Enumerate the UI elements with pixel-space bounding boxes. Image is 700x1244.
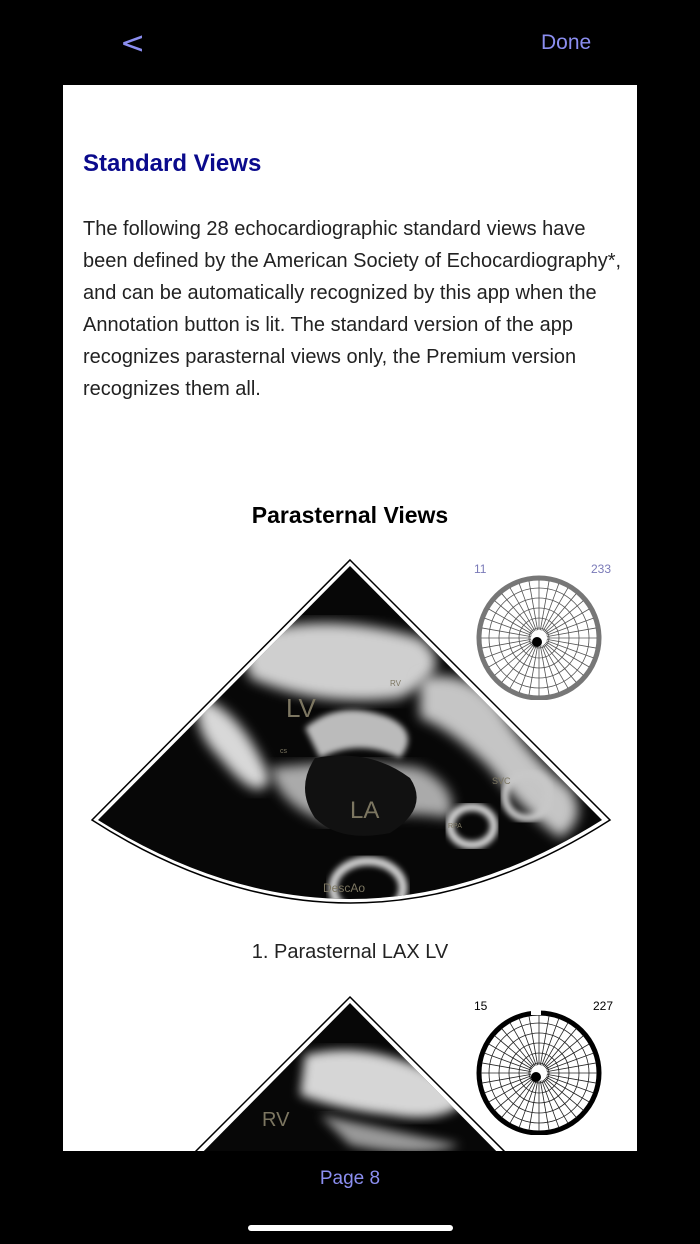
label-la: LA bbox=[350, 797, 380, 824]
label-rv-2: RV bbox=[262, 1109, 290, 1131]
probe-orientation-dial-1 bbox=[475, 560, 615, 700]
intro-paragraph: The following 28 echocardiographic standard views have been defined by the American Society of Echocardiography*, and can be automatically recognized by this app when the Annotation button is lit. The standard version of the app recognizes parasternal views only, the Premium version recognizes them all. bbox=[83, 218, 622, 400]
label-rv: RV bbox=[390, 679, 401, 688]
back-button[interactable]: < bbox=[120, 26, 146, 61]
label-lv: LV bbox=[286, 693, 316, 723]
parasternal-views-heading: Parasternal Views bbox=[251, 502, 449, 528]
document-page[interactable] bbox=[63, 85, 637, 1151]
section-title: Standard Views bbox=[83, 150, 262, 177]
dial-1-right-value: 233 bbox=[591, 562, 612, 576]
label-rpa: RPA bbox=[448, 823, 462, 830]
home-indicator[interactable] bbox=[248, 1225, 453, 1231]
label-descao: DescAo bbox=[323, 881, 366, 895]
probe-orientation-dial-2 bbox=[475, 995, 615, 1135]
label-cs: cs bbox=[280, 748, 287, 755]
top-navigation-bar bbox=[0, 0, 700, 85]
done-button[interactable]: Done bbox=[541, 31, 592, 54]
label-svc: SVC bbox=[492, 776, 511, 786]
dial-1-left-value: 11 bbox=[474, 562, 487, 576]
dial-2-left-value: 15 bbox=[474, 999, 488, 1013]
view-caption: 1. Parasternal LAX LV bbox=[251, 941, 449, 963]
page-indicator[interactable]: Page 8 bbox=[319, 1168, 381, 1189]
dial-2-right-value: 227 bbox=[593, 999, 614, 1013]
